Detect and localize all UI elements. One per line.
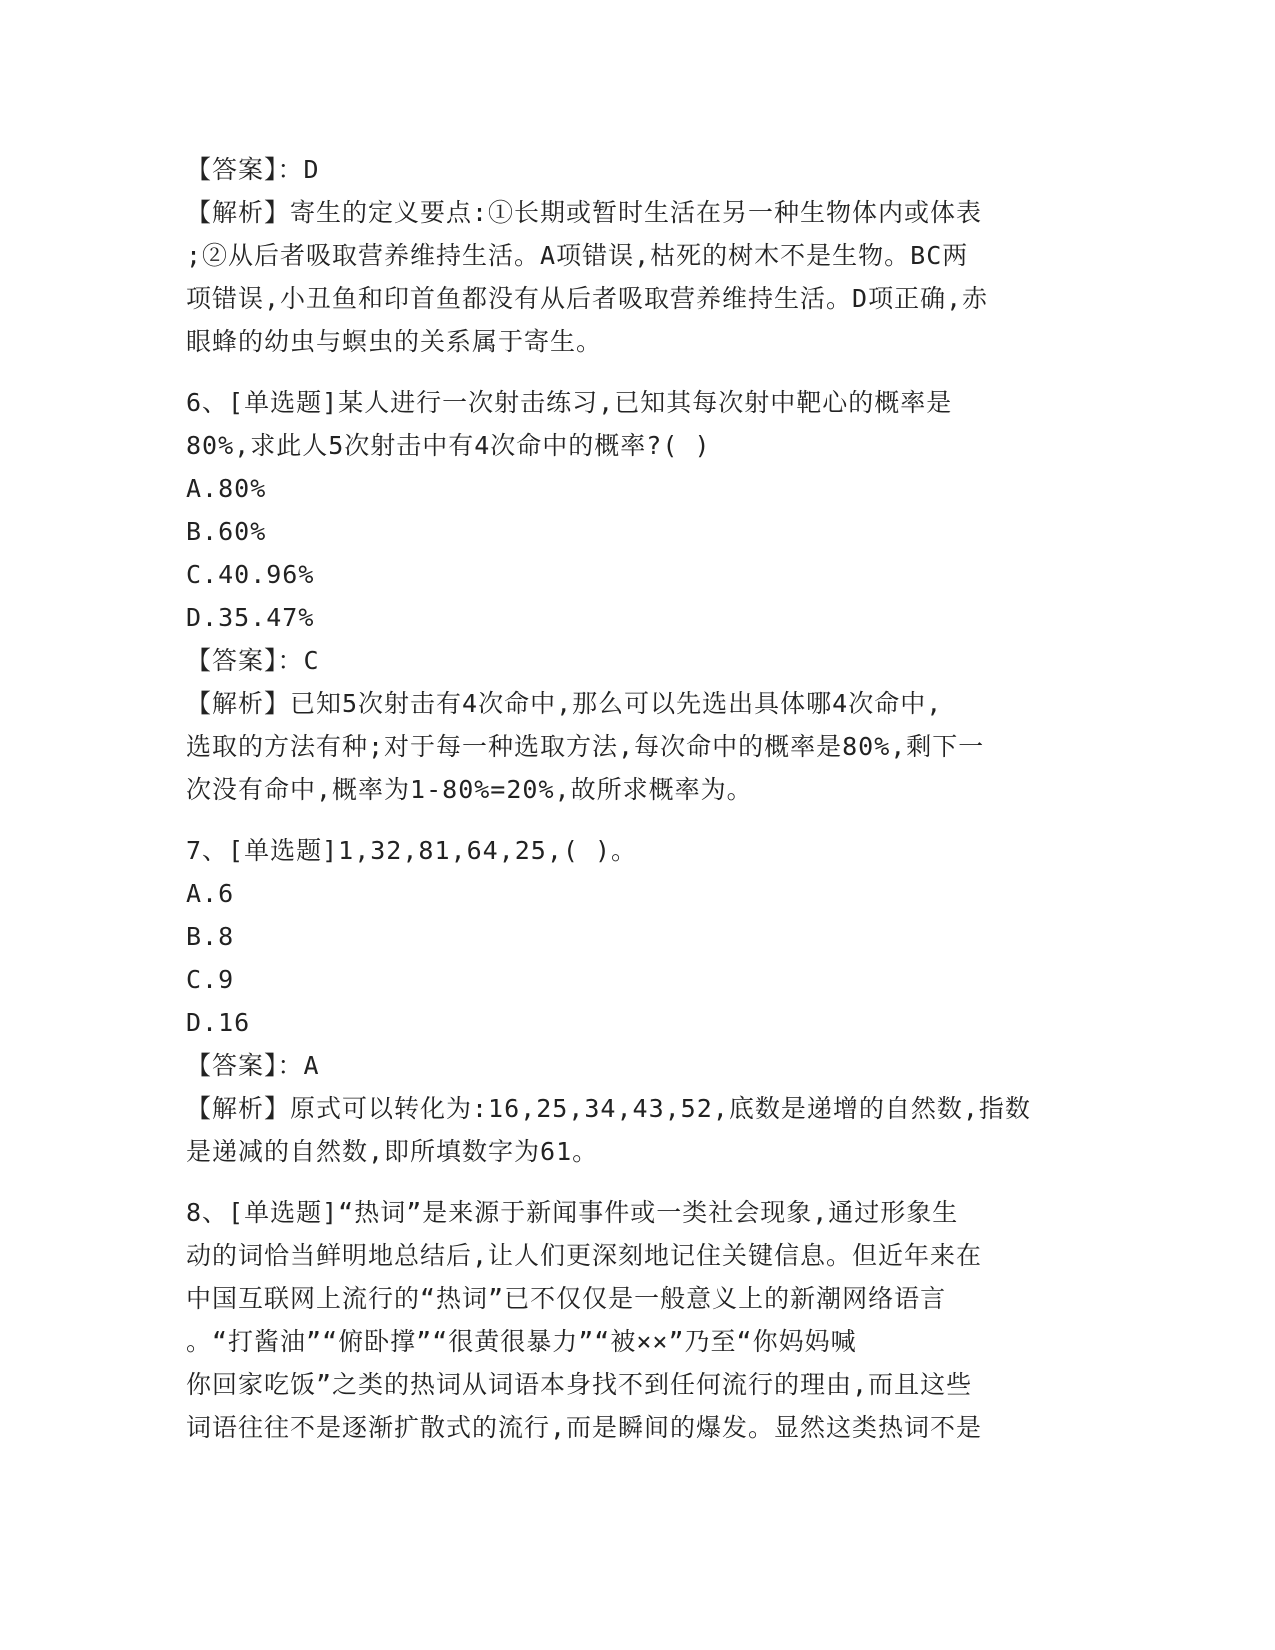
explanation-line: 选取的方法有种;对于每一种选取方法,每次命中的概率是80%,剩下一 xyxy=(186,732,985,761)
explanation-line: 次没有命中,概率为1-80%=20%,故所求概率为。 xyxy=(186,775,753,804)
option-b: B.60% xyxy=(186,517,267,546)
option-a: A.80% xyxy=(186,474,267,503)
option-c: C.40.96% xyxy=(186,560,315,589)
question-stem: 。“打酱油”“俯卧撑”“很黄很暴力”“被××”乃至“你妈妈喊 xyxy=(186,1327,857,1356)
question-8 xyxy=(186,1191,1086,1449)
answer-label: 【答案】：D xyxy=(186,155,320,184)
question-6 xyxy=(186,381,1086,811)
answer-label: 【答案】：C xyxy=(186,646,320,675)
explanation-line: 眼蜂的幼虫与螟虫的关系属于寄生。 xyxy=(186,327,603,356)
option-c: C.9 xyxy=(186,965,235,994)
question-stem: 7、[单选题]1,32,81,64,25,( )。 xyxy=(186,836,638,865)
question-stem: 80%,求此人5次射击中有4次命中的概率?( ) xyxy=(186,431,711,460)
option-d: D.16 xyxy=(186,1008,251,1037)
question-stem: 动的词恰当鲜明地总结后,让人们更深刻地记住关键信息。但近年来在 xyxy=(186,1241,983,1270)
answer-label: 【答案】：A xyxy=(186,1051,320,1080)
question-stem: 6、[单选题]某人进行一次射击练习,已知其每次射中靶心的概率是 xyxy=(186,388,953,417)
option-a: A.6 xyxy=(186,879,235,908)
question-stem: 你回家吃饭”之类的热词从词语本身找不到任何流行的理由,而且这些 xyxy=(186,1370,973,1399)
explanation-line: 【解析】已知5次射击有4次命中,那么可以先选出具体哪4次命中, xyxy=(186,689,943,718)
question-stem: 中国互联网上流行的“热词”已不仅仅是一般意义上的新潮网络语言 xyxy=(186,1284,947,1313)
answer-block-5 xyxy=(186,148,1086,363)
question-7 xyxy=(186,829,1086,1173)
option-d: D.35.47% xyxy=(186,603,315,632)
question-stem: 8、[单选题]“热词”是来源于新闻事件或一类社会现象,通过形象生 xyxy=(186,1198,959,1227)
question-stem: 词语往往不是逐渐扩散式的流行,而是瞬间的爆发。显然这类热词不是 xyxy=(186,1413,983,1442)
document-page xyxy=(186,148,1086,1449)
explanation-line: 项错误,小丑鱼和印首鱼都没有从后者吸取营养维持生活。D项正确,赤 xyxy=(186,284,989,313)
explanation-line: 【解析】原式可以转化为:16,25,34,43,52,底数是递增的自然数,指数 xyxy=(186,1094,1031,1123)
explanation-line: 【解析】寄生的定义要点:①长期或暂时生活在另一种生物体内或体表 xyxy=(186,198,983,227)
explanation-line: 是递减的自然数,即所填数字为61。 xyxy=(186,1137,599,1166)
option-b: B.8 xyxy=(186,922,235,951)
explanation-line: ;②从后者吸取营养维持生活。A项错误,枯死的树木不是生物。BC两 xyxy=(186,241,969,270)
